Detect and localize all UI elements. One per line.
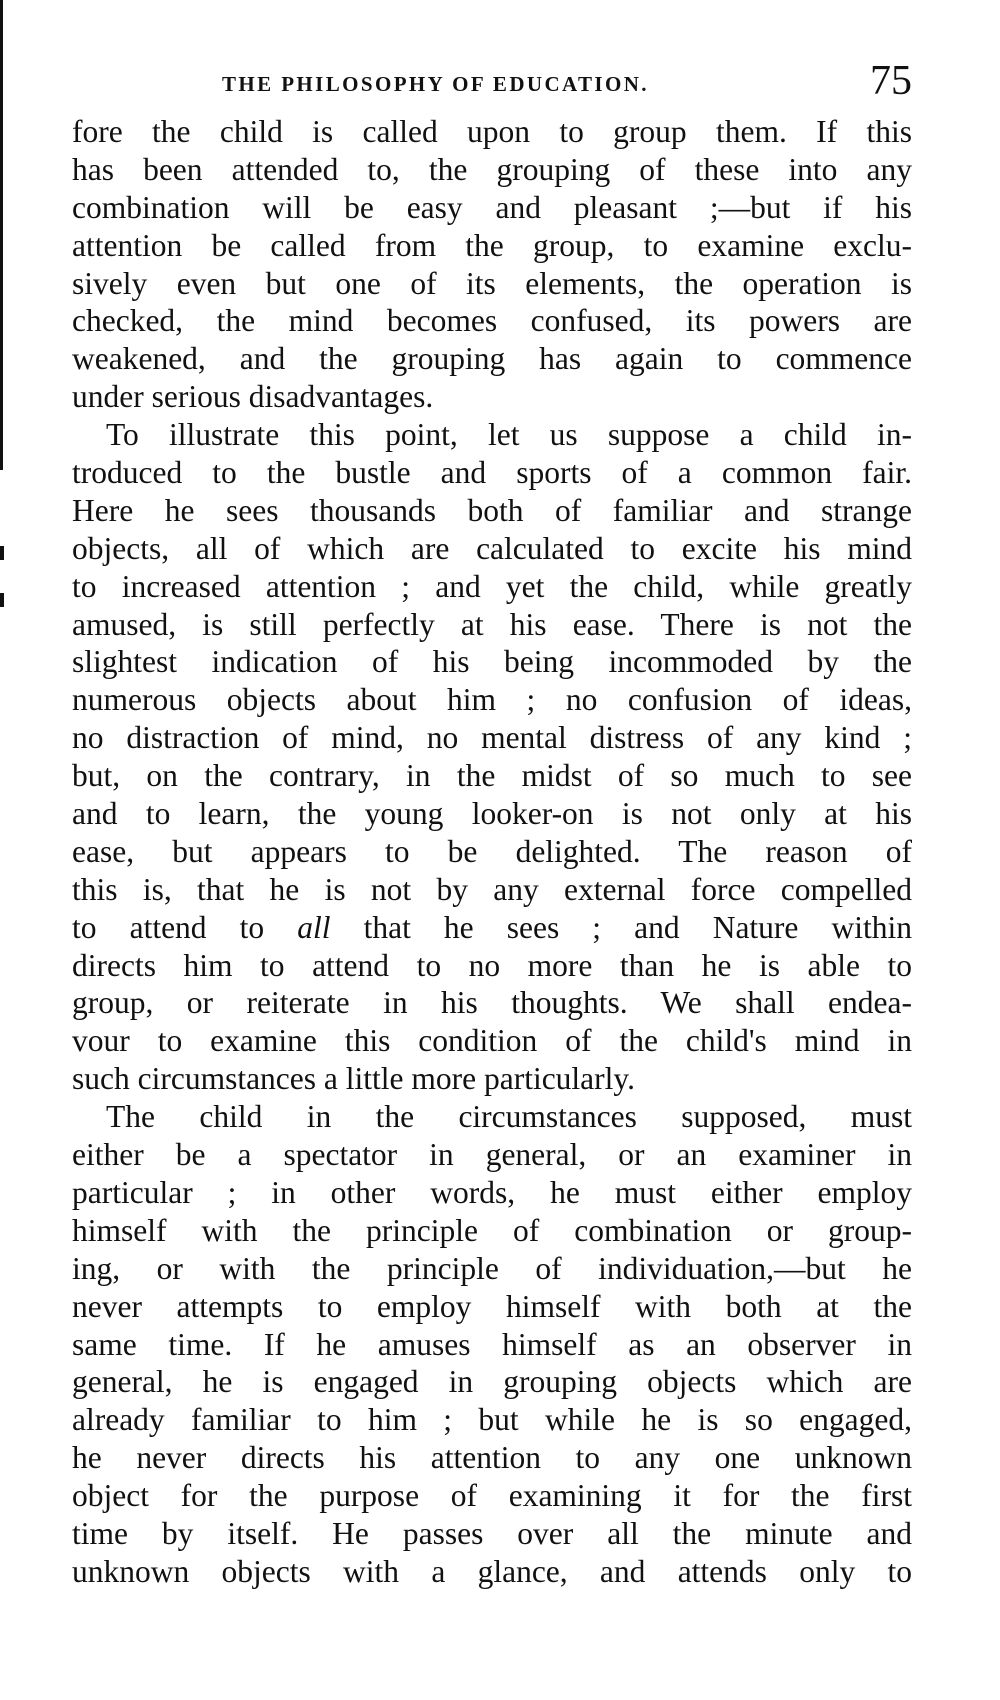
text-line: either be a spectator in general, or an examiner in [72, 1137, 912, 1173]
running-head: THE PHILOSOPHY OF EDUCATION. [222, 72, 649, 96]
text-line: object for the purpose of examining it for the first [72, 1478, 912, 1514]
text-line: fore the child is called upon to group them. If this [72, 114, 912, 149]
text-line: already familiar to him ; but while he is so engaged, [72, 1402, 912, 1438]
body-text [72, 113, 912, 1591]
text-line: he never directs his attention to any one unknown [72, 1440, 912, 1476]
text-line: directs him to attend to no more than he is able to [72, 947, 912, 983]
text-line: and to learn, the young looker-on is not only at his [72, 796, 912, 832]
text-line: vour to examine this condition of the child's mind in [72, 1023, 912, 1059]
left-edge-mark [0, 546, 4, 560]
left-edge-mark [0, 593, 4, 607]
text-line: sively even but one of its elements, the operation is [72, 265, 912, 301]
page-header [72, 60, 912, 110]
page-number: 75 [870, 58, 912, 104]
text-line: objects, all of which are calculated to excite his mind [72, 530, 912, 566]
text-line: weakened, and the grouping has again to commence [72, 341, 912, 377]
text-line: time by itself. He passes over all the minute and [72, 1515, 912, 1551]
text-line: ease, but appears to be delighted. The reason of [72, 833, 912, 869]
text-line: checked, the mind becomes confused, its powers are [72, 303, 912, 339]
text-line: Here he sees thousands both of familiar and strange [72, 492, 912, 528]
text-line: no distraction of mind, no mental distress of any kind ; [72, 720, 912, 756]
text-line: to increased attention ; and yet the child, while greatly [72, 568, 912, 604]
text-line: attention be called from the group, to examine exclu- [72, 227, 912, 263]
text-line: himself with the principle of combination or group- [72, 1212, 912, 1248]
text-line: such circumstances a little more particularly. [72, 1061, 635, 1097]
text-line: to attend to all that he sees ; and Nature within [72, 909, 912, 945]
emphasis: all [297, 909, 331, 945]
text-line: numerous objects about him ; no confusion of ideas, [72, 682, 912, 718]
text-line: The child in the circumstances supposed, must [106, 1099, 912, 1135]
text-line: general, he is engaged in grouping objects which are [72, 1364, 912, 1400]
text-line: this is, that he is not by any external force compelled [72, 871, 912, 907]
text-line: slightest indication of his being incommoded by the [72, 644, 912, 680]
text-line: but, on the contrary, in the midst of so much to see [72, 758, 912, 794]
text-line: unknown objects with a glance, and attends only to [72, 1553, 912, 1589]
text-line: To illustrate this point, let us suppose a child in- [106, 417, 912, 453]
text-line: never attempts to employ himself with both at the [72, 1288, 912, 1324]
text-line: group, or reiterate in his thoughts. We shall endea- [72, 985, 912, 1021]
text-line: amused, is still perfectly at his ease. There is not the [72, 606, 912, 642]
text-line: ing, or with the principle of individuation,—but he [72, 1250, 912, 1286]
text-line: has been attended to, the grouping of these into any [72, 151, 912, 187]
text-line: combination will be easy and pleasant ;—but if his [72, 189, 912, 225]
text-line: same time. If he amuses himself as an observer in [72, 1326, 912, 1362]
text-line: under serious disadvantages. [72, 379, 434, 415]
text-line: particular ; in other words, he must either employ [72, 1174, 912, 1210]
text-line: troduced to the bustle and sports of a common fair. [72, 455, 912, 491]
left-edge-rule [0, 0, 3, 470]
